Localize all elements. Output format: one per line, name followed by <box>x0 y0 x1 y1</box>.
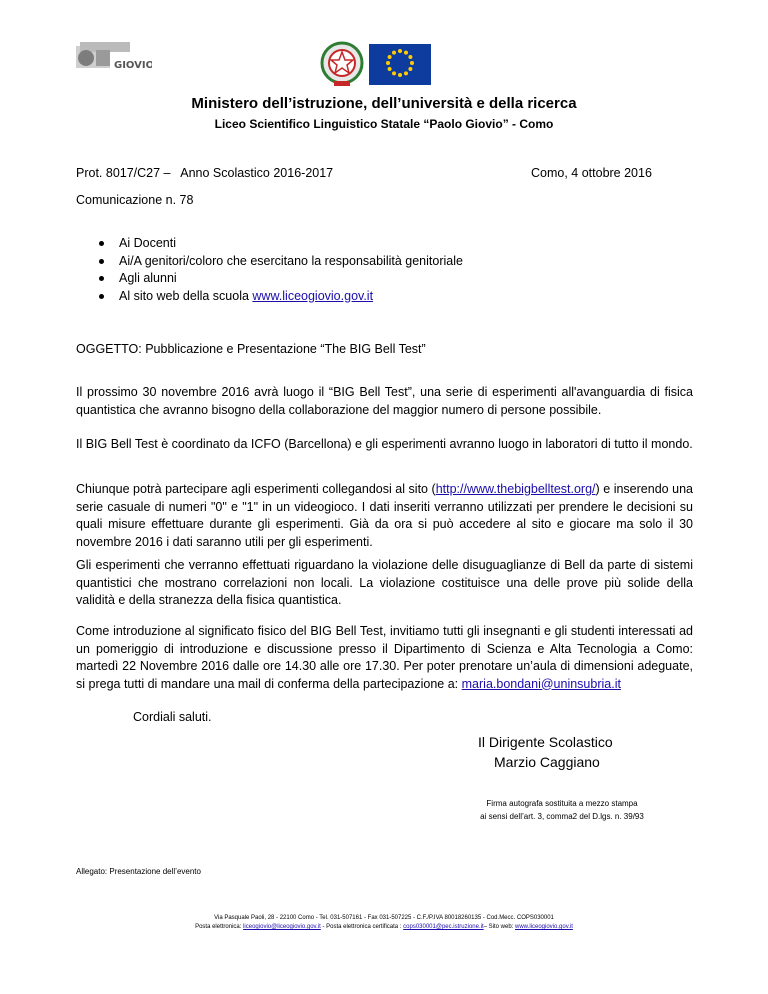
school-website-link[interactable]: www.liceogiovio.gov.it <box>252 288 374 303</box>
signature-note-line: ai sensi dell’art. 3, comma2 del D.lgs. n. 39/93 <box>480 812 644 821</box>
paragraph-text: ) e inserendo una serie casuale di numeri "0" e "1" in un videogioco. I dati inseriti verranno utilizzati per prendere le decisioni su quali misure effettuare durante gli esperimenti. Già da ora si può accedere al sito e giocare ma solo il 30 novembre 2016 i dati saranno utili per gli esperimenti. <box>76 482 693 549</box>
document-date: Como, 4 ottobre 2016 <box>531 166 652 180</box>
signature-note <box>440 797 684 823</box>
signature-note-line: Firma autografa sostituita a mezzo stampa <box>486 799 638 808</box>
protocol-number: Prot. 8017/C27 – Anno Scolastico 2016-2017 <box>76 166 334 180</box>
footer-text: – Sito web: <box>483 924 515 930</box>
list-item <box>96 235 463 253</box>
bullet-icon <box>99 294 104 299</box>
footer-text: - Posta elettronica certificata : <box>320 924 404 930</box>
recipient-label: Al sito web della scuola <box>119 288 253 303</box>
subject-line: OGGETTO: Pubblicazione e Presentazione “The BIG Bell Test” <box>76 342 426 356</box>
paragraph-coordination: Il BIG Bell Test è coordinato da ICFO (Barcellona) e gli esperimenti avranno luogo in laboratori di tutto il mondo. <box>76 437 693 451</box>
bullet-icon <box>99 241 104 246</box>
paragraph-introduction-event <box>76 623 693 693</box>
ministry-title: Ministero dell’istruzione, dell’università e della ricerca <box>191 95 577 112</box>
signatory-role: Il Dirigente Scolastico <box>478 734 613 750</box>
list-item <box>96 253 463 271</box>
bullet-icon <box>99 276 104 281</box>
recipient-label: Ai Docenti <box>119 236 176 250</box>
footer-address: Via Pasquale Paoli, 28 - 22100 Como - Tel. 031-507161 - Fax 031-507225 - C.F./P.IVA 80018260135 - Cod.Mecc. COPS030001 <box>214 915 554 921</box>
paragraph-text: Chiunque potrà partecipare agli esperimenti collegandosi al sito ( <box>76 482 436 496</box>
recipients-list <box>96 235 463 305</box>
italian-emblem-icon <box>320 41 364 87</box>
communication-number: Comunicazione n. 78 <box>76 193 194 207</box>
bullet-icon <box>99 259 104 264</box>
paragraph-participation <box>76 481 693 551</box>
recipient-label: Ai/A genitori/coloro che esercitano la responsabilità genitoriale <box>119 253 463 268</box>
paragraph-intro: Il prossimo 30 novembre 2016 avrà luogo il “BIG Bell Test”, una serie di esperimenti all'avanguardia di fisica quantistica che avranno bisogno della collaborazione del maggior numero di persone possibile. <box>76 385 693 417</box>
greeting: Cordiali saluti. <box>133 710 212 724</box>
email-link[interactable]: maria.bondani@uninsubria.it <box>461 676 621 691</box>
school-logo-text: GIOVIO <box>114 60 152 71</box>
bigbelltest-link[interactable]: http://www.thebigbelltest.org/ <box>435 482 596 496</box>
attachment-note: Allegato: Presentazione dell’evento <box>76 867 201 876</box>
paragraph-text: Come introduzione al significato fisico del BIG Bell Test, invitiamo tutti gli insegnanti e gli studenti interessati ad un pomeriggio di introduzione e discussione presso il Dipartimento di Scienza e Alta Tecnologia a Como: martedì 22 Novembre 2016 dalle ore 14.30 alle ore 17.30. Per poter prenotare un’aula di dimensioni adeguate, si prega tutti di mandare una mail di conferma della partecipazione a: <box>76 624 693 691</box>
eu-flag-icon <box>369 44 431 85</box>
school-name: Liceo Scientifico Linguistico Statale “Paolo Giovio” - Como <box>214 117 554 131</box>
list-item <box>96 288 463 306</box>
footer-site-link[interactable]: www.liceogiovio.gov.it <box>515 924 573 930</box>
footer-text: Posta elettronica: <box>195 924 244 930</box>
paragraph-experiments: Gli esperimenti che verranno effettuati riguardano la violazione delle disuguaglianze di Bell da parte di sistemi quantistici che mostrano correlazioni non locali. La violazione costituisce una delle prove più solide della validità e della stranezza della fisica quantistica. <box>76 558 693 607</box>
school-logo <box>76 40 152 74</box>
footer-pec-link[interactable]: cops030001@pec.istruzione.it <box>403 924 484 930</box>
footer-email-link[interactable]: liceogiovio@liceogiovio.gov.it <box>243 924 321 930</box>
list-item <box>96 270 463 288</box>
recipient-label: Agli alunni <box>119 271 177 285</box>
signatory-name: Marzio Caggiano <box>494 754 600 770</box>
footer-contacts <box>0 923 768 932</box>
footer <box>0 914 768 932</box>
